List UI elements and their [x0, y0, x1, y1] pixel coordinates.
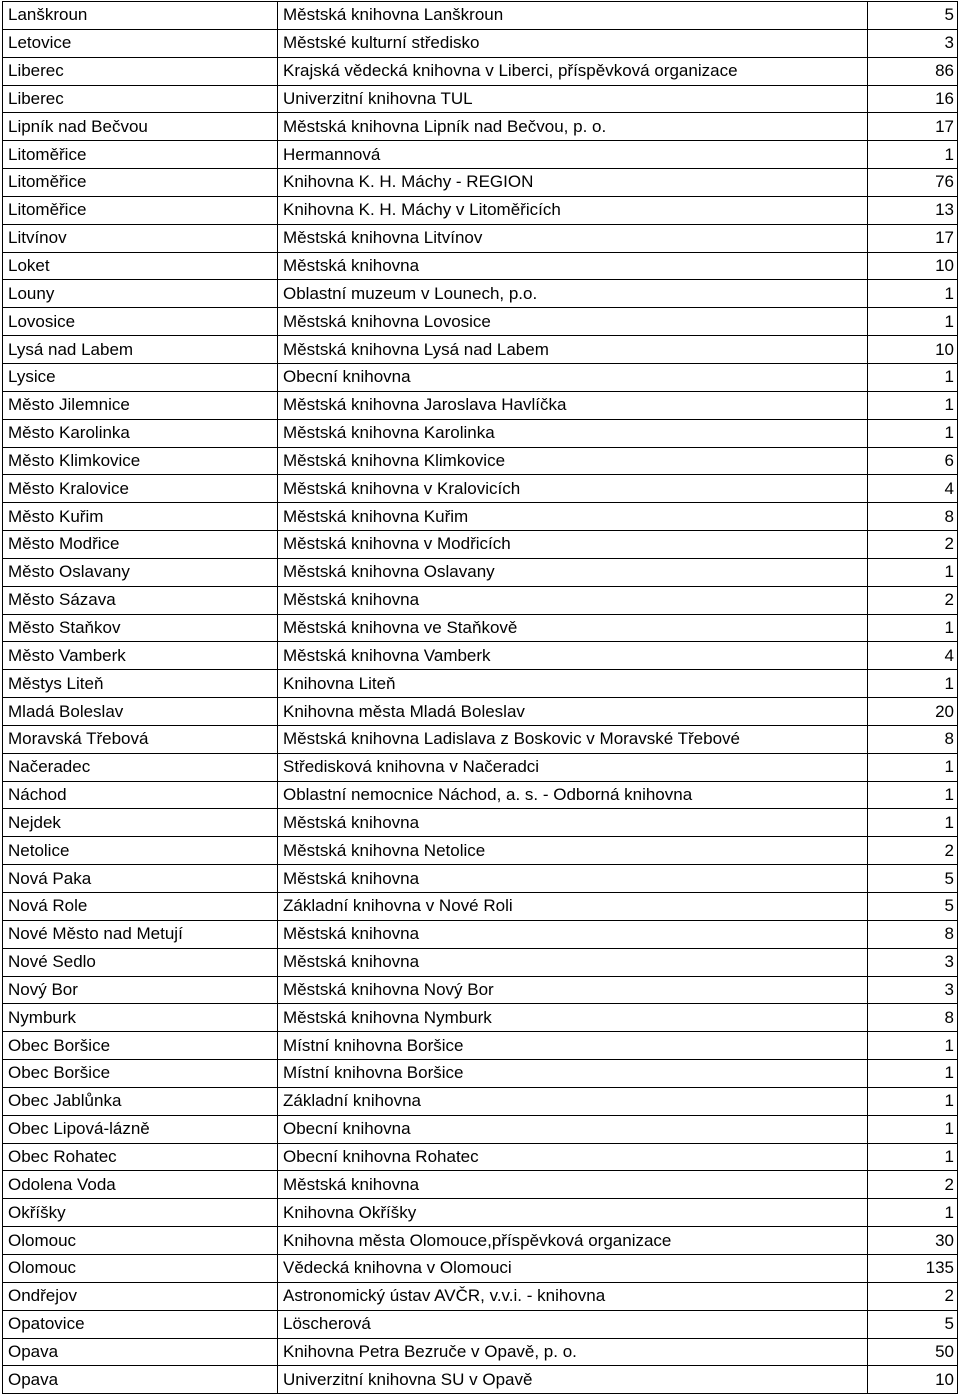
library-cell: Středisková knihovna v Načeradci	[278, 753, 868, 781]
count-cell: 50	[868, 1338, 958, 1366]
table-row	[3, 753, 958, 781]
city-cell: Město Karolinka	[3, 419, 278, 447]
city-cell: Opatovice	[3, 1310, 278, 1338]
table-row	[3, 169, 958, 197]
count-cell: 1	[868, 363, 958, 391]
count-cell: 8	[868, 1004, 958, 1032]
library-cell: Městská knihovna Jaroslava Havlíčka	[278, 391, 868, 419]
city-cell: Město Modřice	[3, 531, 278, 559]
count-cell: 1	[868, 1060, 958, 1088]
library-cell: Městská knihovna Lipník nad Bečvou, p. o.	[278, 113, 868, 141]
table-row	[3, 391, 958, 419]
table-row	[3, 280, 958, 308]
city-cell: Město Kuřim	[3, 503, 278, 531]
table-row	[3, 1310, 958, 1338]
library-cell: Městská knihovna	[278, 586, 868, 614]
table-row	[3, 1227, 958, 1255]
table-row	[3, 447, 958, 475]
library-cell: Městská knihovna Ladislava z Boskovic v Moravské Třebové	[278, 725, 868, 753]
city-cell: Město Vamberk	[3, 642, 278, 670]
city-cell: Nové Město nad Metují	[3, 920, 278, 948]
count-cell: 3	[868, 948, 958, 976]
table-row	[3, 503, 958, 531]
count-cell: 1	[868, 558, 958, 586]
table-row	[3, 1087, 958, 1115]
city-cell: Mladá Boleslav	[3, 698, 278, 726]
table-row	[3, 920, 958, 948]
city-cell: Opava	[3, 1338, 278, 1366]
city-cell: Odolena Voda	[3, 1171, 278, 1199]
count-cell: 10	[868, 1366, 958, 1394]
library-cell: Městská knihovna	[278, 252, 868, 280]
library-cell: Městská knihovna v Kralovicích	[278, 475, 868, 503]
city-cell: Lovosice	[3, 308, 278, 336]
table-row	[3, 57, 958, 85]
library-cell: Městská knihovna Lysá nad Labem	[278, 336, 868, 364]
library-cell: Knihovna města Olomouce,příspěvková organizace	[278, 1227, 868, 1255]
table-row	[3, 141, 958, 169]
count-cell: 1	[868, 670, 958, 698]
count-cell: 8	[868, 503, 958, 531]
library-cell: Obecní knihovna	[278, 1115, 868, 1143]
library-cell: Oblastní muzeum v Lounech, p.o.	[278, 280, 868, 308]
count-cell: 2	[868, 837, 958, 865]
city-cell: Olomouc	[3, 1227, 278, 1255]
count-cell: 5	[868, 1310, 958, 1338]
city-cell: Obec Lipová-lázně	[3, 1115, 278, 1143]
city-cell: Lysice	[3, 363, 278, 391]
library-cell: Obecní knihovna Rohatec	[278, 1143, 868, 1171]
city-cell: Obec Jablůnka	[3, 1087, 278, 1115]
library-cell: Městská knihovna	[278, 920, 868, 948]
table-row	[3, 865, 958, 893]
city-cell: Loket	[3, 252, 278, 280]
city-cell: Opava	[3, 1366, 278, 1394]
library-cell: Univerzitní knihovna SU v Opavě	[278, 1366, 868, 1394]
city-cell: Nový Bor	[3, 976, 278, 1004]
table-row	[3, 85, 958, 113]
city-cell: Město Sázava	[3, 586, 278, 614]
city-cell: Netolice	[3, 837, 278, 865]
count-cell: 1	[868, 419, 958, 447]
count-cell: 8	[868, 725, 958, 753]
library-cell: Městská knihovna Oslavany	[278, 558, 868, 586]
table-row	[3, 948, 958, 976]
library-cell: Knihovna K. H. Máchy - REGION	[278, 169, 868, 197]
count-cell: 1	[868, 308, 958, 336]
count-cell: 1	[868, 809, 958, 837]
count-cell: 1	[868, 1143, 958, 1171]
table-row	[3, 781, 958, 809]
count-cell: 76	[868, 169, 958, 197]
library-cell: Astronomický ústav AVČR, v.v.i. - knihovna	[278, 1282, 868, 1310]
table-row	[3, 363, 958, 391]
library-cell: Základní knihovna	[278, 1087, 868, 1115]
library-cell: Knihovna K. H. Máchy v Litoměřicích	[278, 196, 868, 224]
count-cell: 1	[868, 753, 958, 781]
count-cell: 5	[868, 865, 958, 893]
library-cell: Městská knihovna Nymburk	[278, 1004, 868, 1032]
library-cell: Městská knihovna Nový Bor	[278, 976, 868, 1004]
table-row	[3, 252, 958, 280]
library-table	[2, 1, 958, 1394]
library-cell: Základní knihovna v Nové Roli	[278, 893, 868, 921]
city-cell: Liberec	[3, 85, 278, 113]
city-cell: Louny	[3, 280, 278, 308]
city-cell: Moravská Třebová	[3, 725, 278, 753]
library-cell: Místní knihovna Boršice	[278, 1060, 868, 1088]
table-row	[3, 698, 958, 726]
city-cell: Nymburk	[3, 1004, 278, 1032]
table-row	[3, 475, 958, 503]
library-cell: Oblastní nemocnice Náchod, a. s. - Odborná knihovna	[278, 781, 868, 809]
table-row	[3, 642, 958, 670]
library-cell: Městská knihovna Klimkovice	[278, 447, 868, 475]
count-cell: 17	[868, 224, 958, 252]
library-cell: Obecní knihovna	[278, 363, 868, 391]
table-row	[3, 614, 958, 642]
table-row	[3, 419, 958, 447]
table-row	[3, 1366, 958, 1394]
table-row	[3, 113, 958, 141]
city-cell: Litoměřice	[3, 141, 278, 169]
city-cell: Liberec	[3, 57, 278, 85]
count-cell: 3	[868, 29, 958, 57]
count-cell: 135	[868, 1254, 958, 1282]
city-cell: Nové Sedlo	[3, 948, 278, 976]
city-cell: Město Kralovice	[3, 475, 278, 503]
city-cell: Obec Boršice	[3, 1060, 278, 1088]
city-cell: Lanškroun	[3, 2, 278, 30]
city-cell: Obec Rohatec	[3, 1143, 278, 1171]
table-row	[3, 1143, 958, 1171]
library-cell: Městská knihovna Lanškroun	[278, 2, 868, 30]
library-cell: Místní knihovna Boršice	[278, 1032, 868, 1060]
library-cell: Hermannová	[278, 141, 868, 169]
city-cell: Litvínov	[3, 224, 278, 252]
library-cell: Městská knihovna Karolinka	[278, 419, 868, 447]
library-cell: Krajská vědecká knihovna v Liberci, příspěvková organizace	[278, 57, 868, 85]
city-cell: Lipník nad Bečvou	[3, 113, 278, 141]
table-row	[3, 725, 958, 753]
library-cell: Knihovna Liteň	[278, 670, 868, 698]
table-row	[3, 670, 958, 698]
count-cell: 13	[868, 196, 958, 224]
table-row	[3, 336, 958, 364]
city-cell: Ondřejov	[3, 1282, 278, 1310]
library-cell: Knihovna města Mladá Boleslav	[278, 698, 868, 726]
table-row	[3, 976, 958, 1004]
library-cell: Městská knihovna Litvínov	[278, 224, 868, 252]
city-cell: Načeradec	[3, 753, 278, 781]
count-cell: 1	[868, 391, 958, 419]
count-cell: 1	[868, 1032, 958, 1060]
city-cell: Litoměřice	[3, 196, 278, 224]
count-cell: 1	[868, 1199, 958, 1227]
library-cell: Knihovna Petra Bezruče v Opavě, p. o.	[278, 1338, 868, 1366]
count-cell: 20	[868, 698, 958, 726]
table-row	[3, 531, 958, 559]
table-row	[3, 1171, 958, 1199]
city-cell: Okříšky	[3, 1199, 278, 1227]
library-table-body	[3, 2, 958, 1394]
library-cell: Městské kulturní středisko	[278, 29, 868, 57]
library-cell: Univerzitní knihovna TUL	[278, 85, 868, 113]
city-cell: Město Oslavany	[3, 558, 278, 586]
city-cell: Nová Paka	[3, 865, 278, 893]
table-row	[3, 308, 958, 336]
table-row	[3, 1282, 958, 1310]
table-row	[3, 1338, 958, 1366]
count-cell: 8	[868, 920, 958, 948]
count-cell: 17	[868, 113, 958, 141]
count-cell: 3	[868, 976, 958, 1004]
city-cell: Náchod	[3, 781, 278, 809]
count-cell: 1	[868, 280, 958, 308]
table-row	[3, 586, 958, 614]
count-cell: 2	[868, 586, 958, 614]
count-cell: 10	[868, 252, 958, 280]
count-cell: 1	[868, 1115, 958, 1143]
library-cell: Městská knihovna	[278, 1171, 868, 1199]
city-cell: Město Jilemnice	[3, 391, 278, 419]
count-cell: 2	[868, 1171, 958, 1199]
count-cell: 1	[868, 141, 958, 169]
count-cell: 1	[868, 614, 958, 642]
table-row	[3, 809, 958, 837]
table-row	[3, 196, 958, 224]
city-cell: Olomouc	[3, 1254, 278, 1282]
city-cell: Nová Role	[3, 893, 278, 921]
library-cell: Městská knihovna Netolice	[278, 837, 868, 865]
count-cell: 4	[868, 475, 958, 503]
city-cell: Obec Boršice	[3, 1032, 278, 1060]
city-cell: Město Staňkov	[3, 614, 278, 642]
count-cell: 4	[868, 642, 958, 670]
library-cell: Löscherová	[278, 1310, 868, 1338]
count-cell: 2	[868, 1282, 958, 1310]
city-cell: Nejdek	[3, 809, 278, 837]
city-cell: Litoměřice	[3, 169, 278, 197]
count-cell: 6	[868, 447, 958, 475]
table-row	[3, 1032, 958, 1060]
table-row	[3, 837, 958, 865]
table-row	[3, 1115, 958, 1143]
count-cell: 10	[868, 336, 958, 364]
city-cell: Lysá nad Labem	[3, 336, 278, 364]
city-cell: Letovice	[3, 29, 278, 57]
table-row	[3, 1199, 958, 1227]
count-cell: 2	[868, 531, 958, 559]
table-row	[3, 29, 958, 57]
count-cell: 1	[868, 781, 958, 809]
library-cell: Městská knihovna	[278, 809, 868, 837]
count-cell: 5	[868, 2, 958, 30]
city-cell: Městys Liteň	[3, 670, 278, 698]
library-cell: Vědecká knihovna v Olomouci	[278, 1254, 868, 1282]
library-cell: Městská knihovna v Modřicích	[278, 531, 868, 559]
library-cell: Městská knihovna	[278, 948, 868, 976]
table-row	[3, 1004, 958, 1032]
library-cell: Městská knihovna	[278, 865, 868, 893]
table-row	[3, 1254, 958, 1282]
library-cell: Městská knihovna Vamberk	[278, 642, 868, 670]
count-cell: 1	[868, 1087, 958, 1115]
table-row	[3, 893, 958, 921]
table-row	[3, 2, 958, 30]
table-row	[3, 558, 958, 586]
count-cell: 16	[868, 85, 958, 113]
library-cell: Knihovna Okříšky	[278, 1199, 868, 1227]
city-cell: Město Klimkovice	[3, 447, 278, 475]
library-cell: Městská knihovna Lovosice	[278, 308, 868, 336]
library-cell: Městská knihovna Kuřim	[278, 503, 868, 531]
library-cell: Městská knihovna ve Staňkově	[278, 614, 868, 642]
count-cell: 30	[868, 1227, 958, 1255]
count-cell: 86	[868, 57, 958, 85]
table-row	[3, 1060, 958, 1088]
count-cell: 5	[868, 893, 958, 921]
table-row	[3, 224, 958, 252]
